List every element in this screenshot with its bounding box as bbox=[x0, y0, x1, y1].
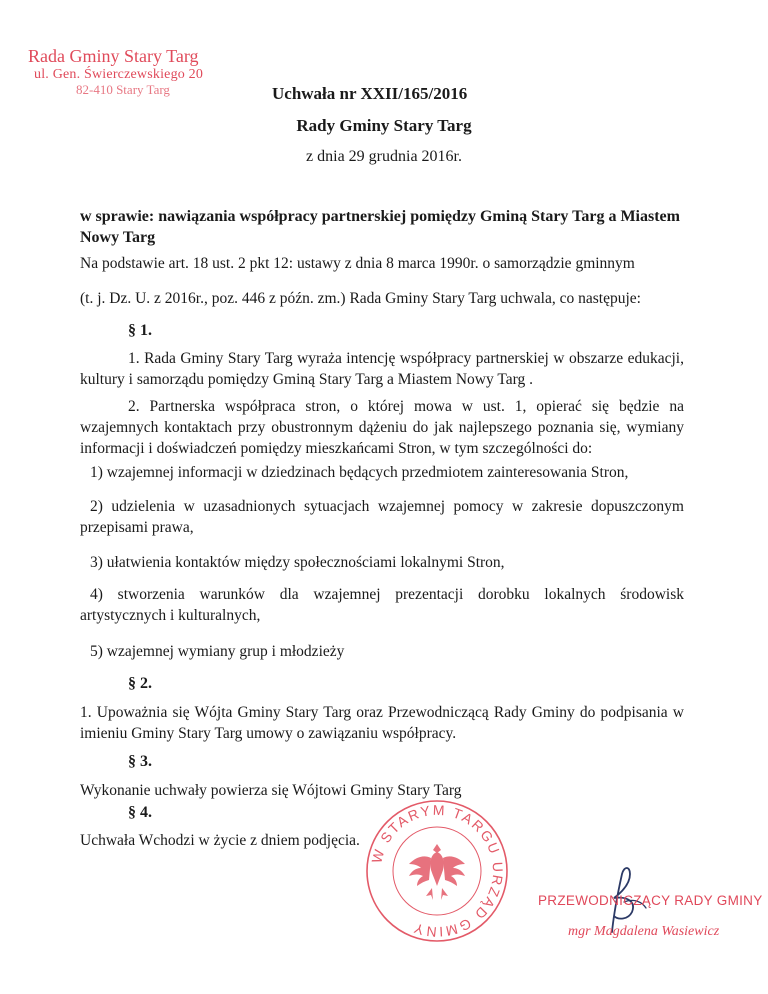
seal-text: W STARYM TARGU URZĄD GMINY bbox=[368, 801, 507, 941]
legal-basis-line1: Na podstawie art. 18 ust. 2 pkt 12: ustawy z dnia 8 marca 1990r. o samorządzie gminnym bbox=[80, 255, 635, 272]
list-item-3: 3) ułatwienia kontaktów między społecznościami lokalnymi Stron, bbox=[90, 554, 505, 571]
legal-basis-line2: (t. j. Dz. U. z 2016r., poz. 446 z późn. zm.) Rada Gminy Stary Targ uchwala, co następuje: bbox=[80, 290, 641, 307]
header-stamp-line2: ul. Gen. Świerczewskiego 20 bbox=[34, 66, 204, 82]
resolution-number: Uchwała nr XXII/165/2016 bbox=[272, 84, 468, 103]
resolution-subject: w sprawie: nawiązania współpracy partnerskiej pomiędzy Gminą Stary Targ a Miastem Nowy Targ bbox=[80, 208, 680, 246]
section-2-heading: § 2. bbox=[128, 675, 152, 692]
list-item-4: 4) stworzenia warunków dla wzajemnej prezentacji dorobku lokalnych środowisk artystycznych i kulturalnych, bbox=[80, 586, 684, 624]
resolution-body: Rady Gminy Stary Targ bbox=[296, 116, 472, 135]
official-seal bbox=[362, 796, 512, 946]
signature-title: PRZEWODNICZĄCY RADY GMINY bbox=[538, 893, 763, 908]
header-stamp-line1: Rada Gminy Stary Targ bbox=[28, 46, 199, 66]
header-stamp bbox=[28, 46, 228, 98]
list-item-5: 5) wzajemnej wymiany grup i młodzieży bbox=[90, 643, 345, 660]
section-1-paragraph-2: 2. Partnerska współpraca stron, o której mowa w ust. 1, opierać się będzie na wzajemnych kontaktach przy obustronnym dążeniu do jak najlepszego poznania się, wymiany informacji i doświadczeń pomiędzy mieszkańcami Stron, w tym szczególności do: bbox=[80, 398, 684, 457]
list-item-2: 2) udzielenia w uzasadnionych sytuacjach wzajemnej pomocy w zakresie dopuszczonym przepisami prawa, bbox=[80, 498, 684, 536]
section-3-paragraph-1: Wykonanie uchwały powierza się Wójtowi Gminy Stary Targ bbox=[80, 782, 462, 799]
section-4-heading: § 4. bbox=[128, 804, 152, 821]
section-1-heading: § 1. bbox=[128, 322, 152, 339]
signature-name: mgr Magdalena Wasiewicz bbox=[568, 924, 720, 939]
resolution-date: z dnia 29 grudnia 2016r. bbox=[306, 148, 462, 165]
eagle-icon bbox=[409, 844, 465, 900]
header-stamp-line3: 82-410 Stary Targ bbox=[76, 81, 170, 97]
section-4-paragraph-1: Uchwała Wchodzi w życie z dniem podjęcia. bbox=[80, 832, 360, 849]
section-3-heading: § 3. bbox=[128, 753, 152, 770]
section-2-paragraph-1: 1. Upoważnia się Wójta Gminy Stary Targ oraz Przewodniczącą Rady Gminy do podpisania w imieniu Gminy Stary Targ umowy o zawiązaniu współpracy. bbox=[80, 704, 684, 742]
section-1-paragraph-1: 1. Rada Gminy Stary Targ wyraża intencję współpracy partnerskiej w obszarze edukacji, kultury i samorządu pomiędzy Gminą Stary Targ a Miastem Nowy Targ . bbox=[80, 350, 684, 388]
list-item-1: 1) wzajemnej informacji w dziedzinach będących przedmiotem zainteresowania Stron, bbox=[90, 464, 629, 481]
